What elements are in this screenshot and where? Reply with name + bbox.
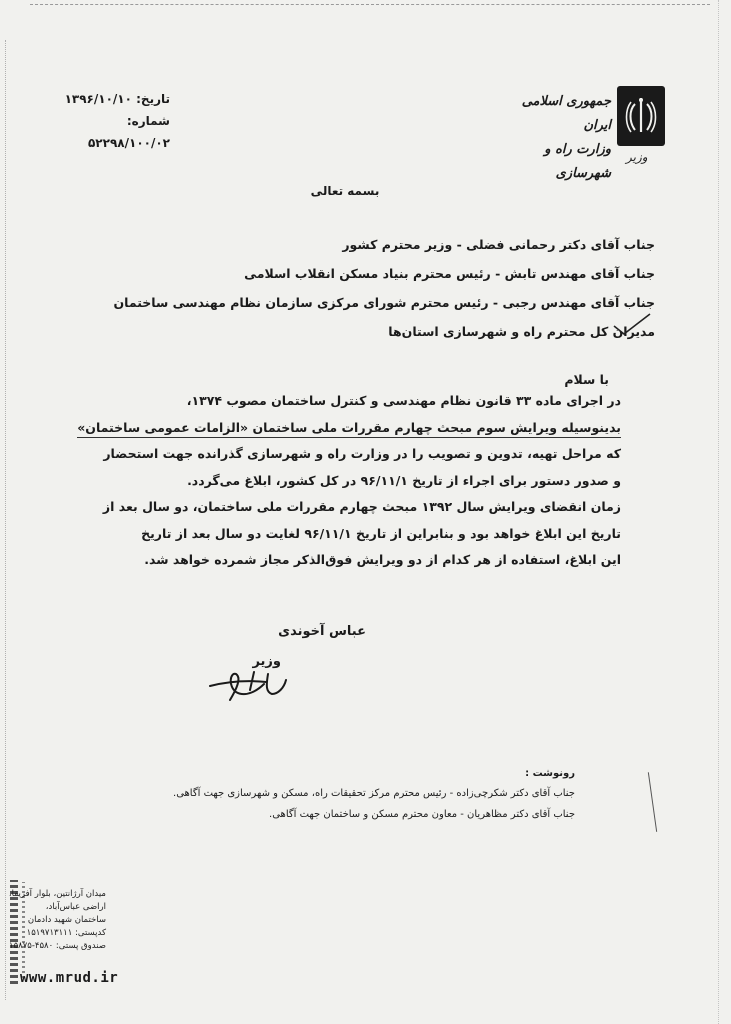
date-label: تاریخ:	[136, 92, 170, 106]
address-line: صندوق پستی: ۴۵۸۰-۱۵۸۷۵	[9, 941, 106, 951]
address-line: کدپستی: ۱۵۱۹۷۱۳۱۱۱	[26, 928, 106, 938]
ministry-header	[491, 90, 611, 186]
body-line	[77, 415, 621, 442]
underlined-phrase: بدینوسیله ویرایش سوم مبحث چهارم مقررات ملی ساختمان «الزامات عمومی ساختمان»	[77, 419, 621, 438]
number-row	[50, 110, 170, 154]
signatory-name: عباس آخوندی	[278, 624, 366, 639]
body-line: در اجرای ماده ۳۳ قانون نظام مهندسی و کنترل ساختمان مصوب ۱۳۷۴،	[186, 393, 621, 408]
country-name: جمهوری اسلامی ایران	[521, 94, 611, 133]
number-label: شماره:	[126, 114, 170, 128]
letter-body	[77, 388, 621, 574]
date-value: ۱۳۹۶/۱۰/۱۰	[64, 92, 132, 106]
body-line: زمان انقضای ویرایش سال ۱۳۹۲ مبحث چهارم مقررات ملی ساختمان، دو سال بعد از	[102, 499, 621, 514]
address-line: اراضی عباس‌آباد،	[45, 902, 106, 912]
recipient-line: جناب آقای مهندس تابش - رئیس محترم بنیاد مسکن انقلاب اسلامی	[244, 266, 655, 281]
body-line: و صدور دستور برای اجراء از تاریخ ۹۶/۱۱/۱ در کل کشور، ابلاغ می‌گردد.	[187, 472, 621, 488]
iran-emblem-icon	[617, 86, 665, 146]
website-link[interactable]: www.mrud.ir	[20, 970, 119, 986]
cc-line: جناب آقای دکتر شکرچی‌زاده - رئیس محترم مرکز تحقیقات راه، مسکن و شهرسازی جهت آگاهی.	[173, 788, 575, 799]
body-line: این ابلاغ، استفاده از هر کدام از دو ویرایش فوق‌الذکر مجاز شمرده خواهد شد.	[144, 552, 621, 567]
footer-address	[8, 888, 106, 953]
body-line: که مراحل تهیه، تدوین و تصویب را در وزارت راه و شهرسازی گذرانده جهت استحضار	[103, 446, 621, 461]
recipient-line: جناب آقای دکتر رحمانی فضلی - وزیر محترم کشور	[342, 237, 655, 252]
recipients-list	[113, 230, 655, 346]
date-row	[50, 88, 170, 110]
scan-edge-left	[5, 40, 6, 1000]
body-line: تاریخ این ابلاغ خواهد بود و بنابراین از تاریخ ۹۶/۱۱/۱ لغایت دو سال بعد از تاریخ	[141, 525, 621, 541]
recipient-line: جناب آقای مهندس رجبی - رئیس محترم شورای مرکزی سازمان نظام مهندسی ساختمان	[113, 295, 655, 310]
cc-line: جناب آقای دکتر مظاهریان - معاون محترم مسکن و ساختمان جهت آگاهی.	[269, 809, 575, 820]
office-label: وزیر	[626, 150, 648, 164]
ministry-name: وزارت راه و شهرسازی	[544, 142, 611, 181]
recipient-line: مدیران کل محترم راه و شهرسازی استان‌ها	[388, 324, 655, 339]
handwritten-signature	[206, 660, 296, 704]
bismillah-heading: بسمه تعالی	[310, 184, 380, 198]
letter-meta	[50, 88, 170, 154]
address-line: میدان آرژانتین، بلوار آفریقا،	[8, 889, 106, 899]
margin-mark	[648, 772, 658, 832]
address-line: ساختمان شهید دادمان	[27, 915, 106, 925]
scan-edge-right	[718, 0, 719, 1024]
cc-section	[155, 768, 575, 825]
number-value: ۵۲۲۹۸/۱۰۰/۰۲	[87, 136, 170, 150]
signatory-title: وزیر	[252, 654, 281, 669]
scan-edge-top	[30, 4, 710, 6]
checkmark-icon	[612, 312, 652, 338]
greeting: با سلام	[564, 372, 609, 387]
cc-heading: رونوشت :	[525, 768, 575, 779]
